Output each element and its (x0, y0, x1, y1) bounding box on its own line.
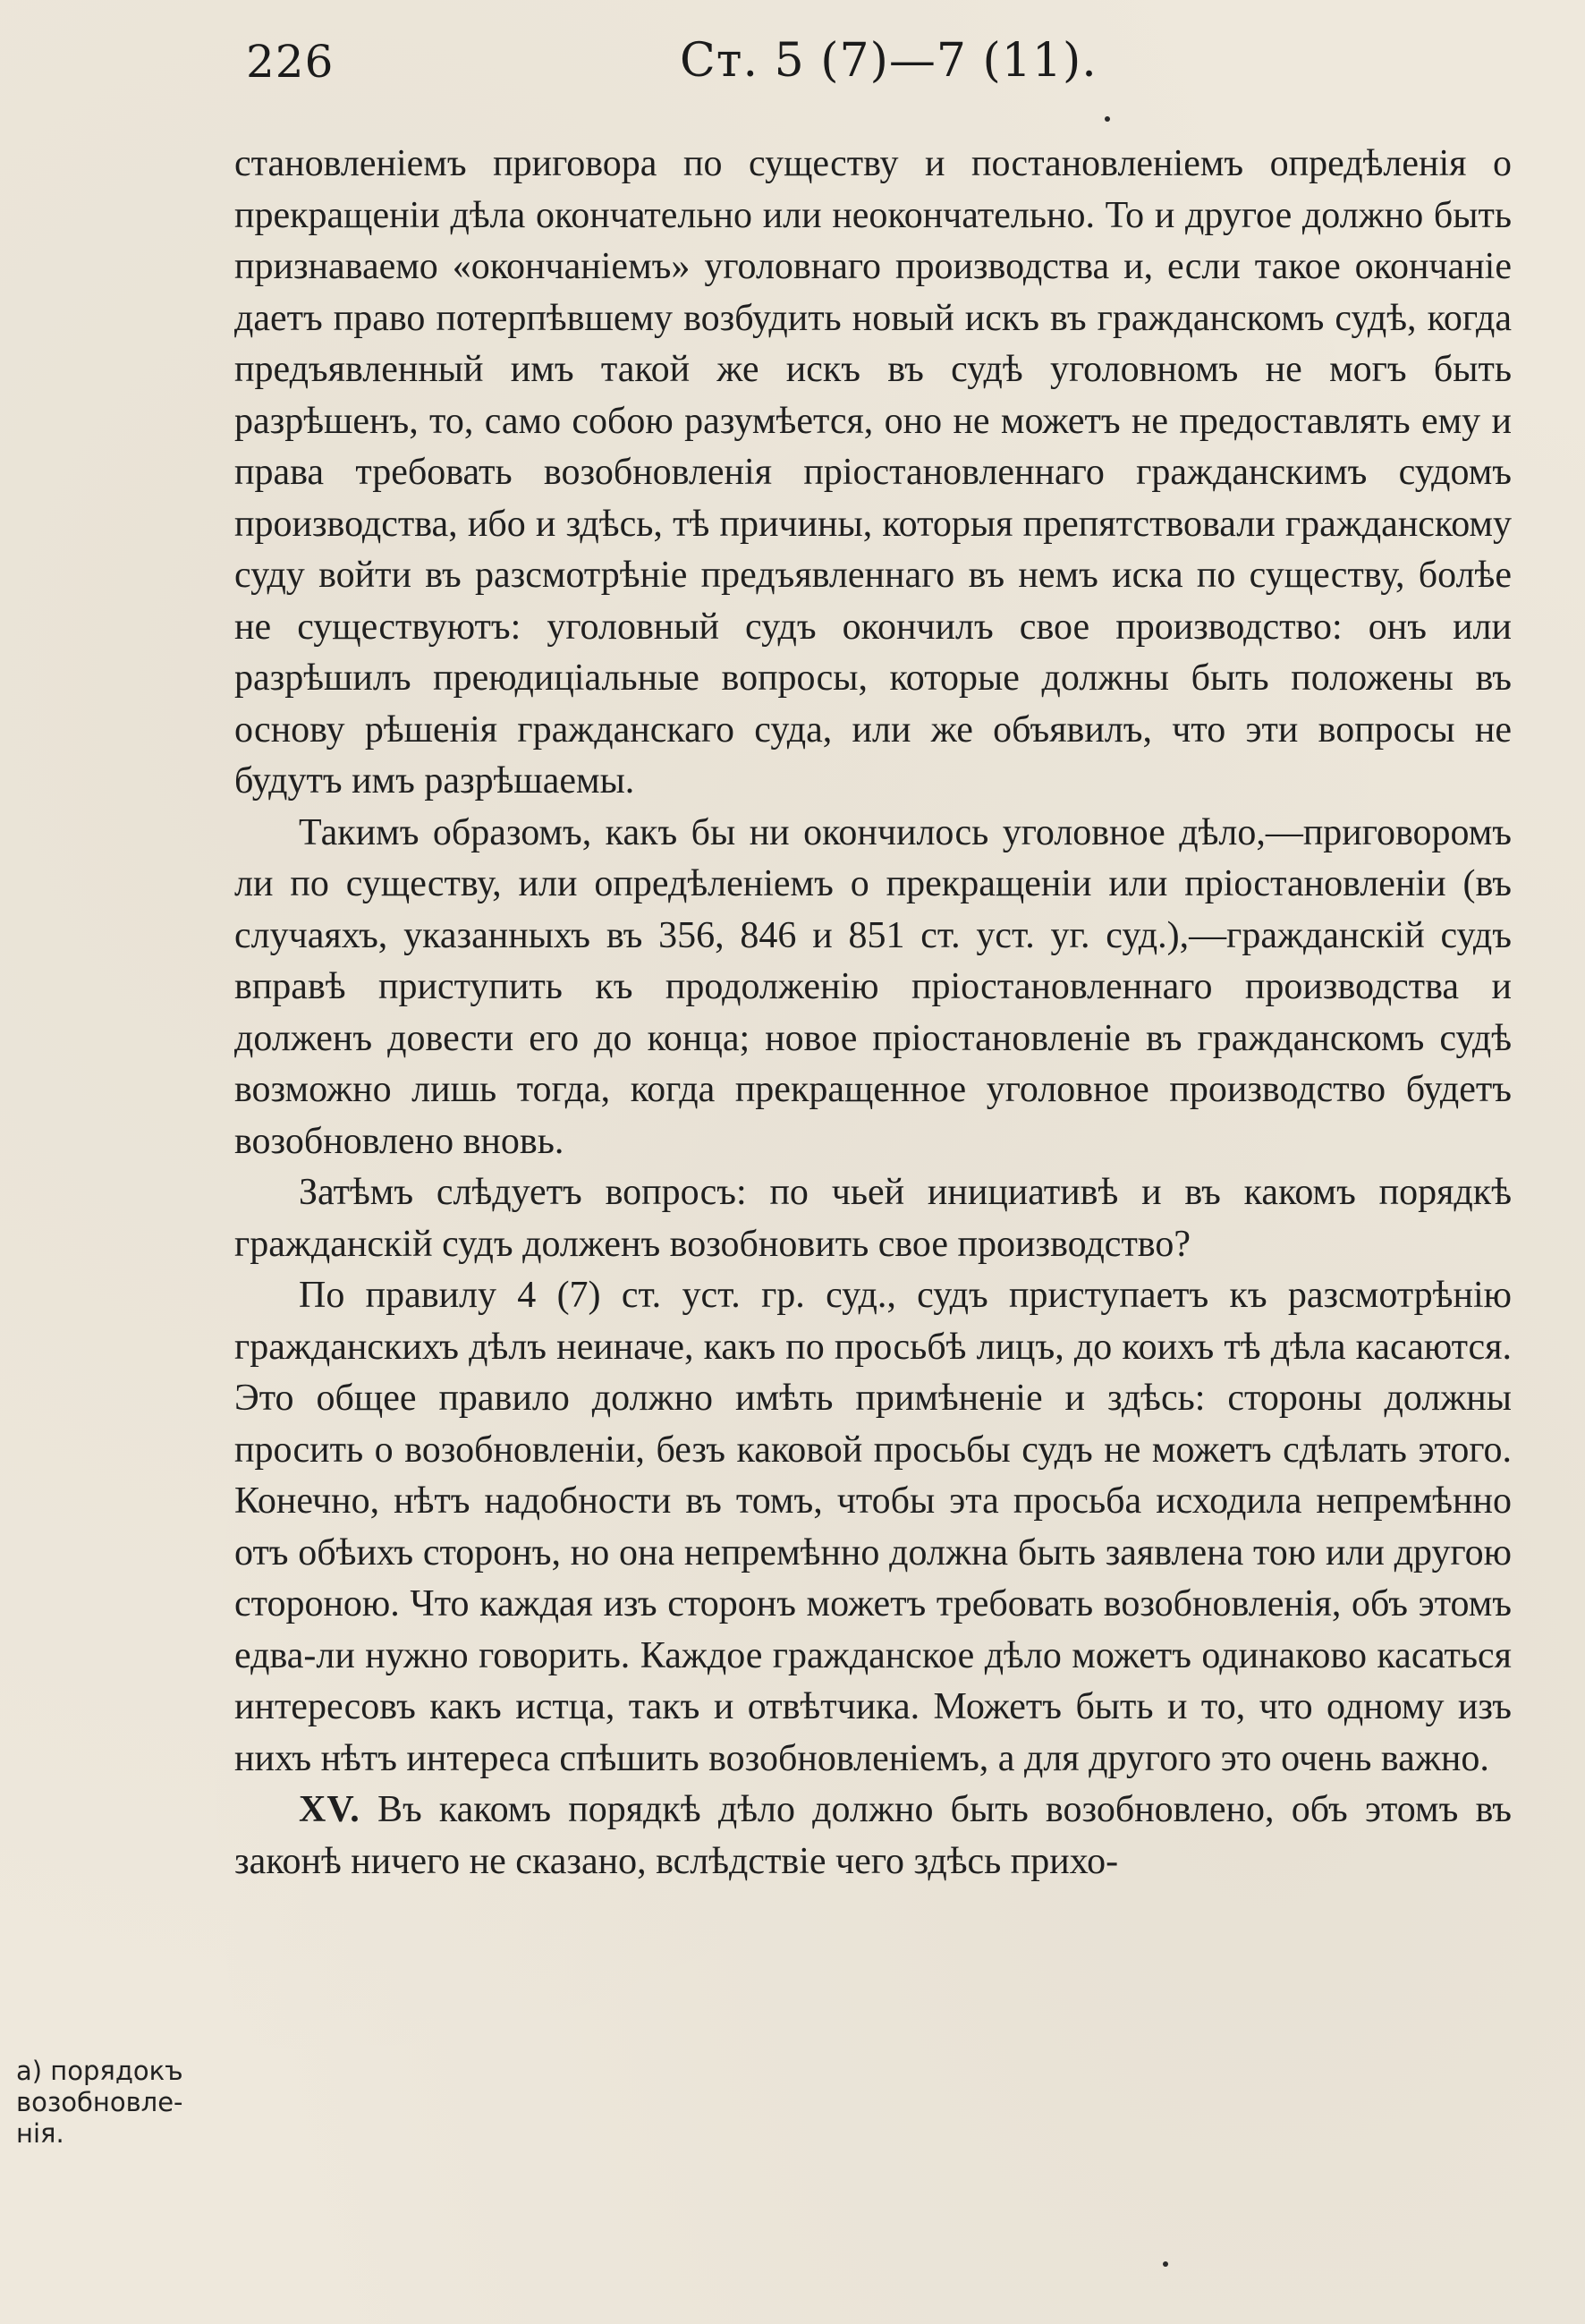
print-speck (1105, 116, 1110, 122)
paragraph-4: По правилу 4 (7) ст. уст. гр. суд., судъ приступаетъ къ разсмотрѣнію гражданскихъ дѣлъ неиначе, какъ по просьбѣ лицъ, до коихъ тѣ дѣла касаются. Это общее правило должно имѣть примѣненіе и здѣсь: стороны должны просить о возобновленіи, безъ каковой просьбы судъ не можетъ сдѣлать этого. Конечно, нѣтъ надобности въ томъ, чтобы эта просьба исходила непремѣнно отъ обѣихъ сторонъ, но она непремѣнно должна быть заявлена тою или другою стороною. Что каждая изъ сторонъ можетъ требовать возобновленія, объ этомъ едва-ли нужно говорить. Каждое гражданское дѣло можетъ одинаково касаться интересовъ какъ истца, такъ и отвѣтчика. Можетъ быть и то, что одному изъ нихъ нѣтъ интереса спѣшить возобновленіемъ, а для другого это очень важно. (234, 1275, 1512, 1779)
section-number: XV. (299, 1789, 360, 1830)
section-text: Въ какомъ порядкѣ дѣло должно быть возобновлено, объ этомъ въ законѣ ничего не сказано, вслѣдствіе чего здѣсь прихо- (234, 1789, 1512, 1882)
paragraph-2: Такимъ образомъ, какъ бы ни окончилось уголовное дѣло,—приговоромъ ли по существу, или опредѣленіемъ о прекращеніи или пріостановленіи (въ случаяхъ, указанныхъ въ 356, 846 и 851 ст. уст. уг. суд.),—гражданскій судъ вправѣ приступить къ продолженію пріостановленнаго производства и долженъ довести его до конца; новое пріостановленіе въ гражданскомъ судѣ возможно лишь тогда, когда прекращенное уголовное производство будетъ возобновлено вновь. (234, 811, 1512, 1162)
margin-note: а) порядокъ возобновле-нія. (16, 2056, 183, 2149)
print-speck (1163, 2261, 1168, 2267)
running-head: Ст. 5 (7)—7 (11). (680, 34, 1098, 88)
paragraph-3: Затѣмъ слѣдуетъ вопросъ: по чьей инициативѣ и въ какомъ порядкѣ гражданскій судъ долженъ возобновить свое производство? (234, 1172, 1512, 1265)
body-text (234, 139, 1512, 1887)
page-number: 226 (246, 36, 335, 88)
page-header (242, 27, 1512, 98)
paragraph-1: становленіемъ приговора по существу и постановленіемъ опредѣленія о прекращеніи дѣла окончательно или неокончательно. То и другое должно быть признаваемо «окончаніемъ» уголовнаго производства и, если такое окончаніе даетъ право потерпѣвшему возбудить новый искъ въ гражданскомъ судѣ, когда предъявленный имъ такой же искъ въ судѣ уголовномъ не могъ быть разрѣшенъ, то, само собою разумѣется, оно не можетъ не предоставлять ему и права требовать возобновленія пріостановленнаго гражданскимъ судомъ производства, ибо и здѣсь, тѣ причины, которыя препятствовали гражданскому суду войти въ разсмотрѣніе предъявленнаго въ немъ иска по существу, болѣе не существуютъ: уголовный судъ окончилъ свое производство: онъ или разрѣшилъ преюдиціальные вопросы, которые должны быть положены въ основу рѣшенія гражданскаго суда, или же объявилъ, что эти вопросы не будутъ имъ разрѣшаемы. (234, 143, 1512, 802)
section-paragraph (234, 1785, 1512, 1887)
